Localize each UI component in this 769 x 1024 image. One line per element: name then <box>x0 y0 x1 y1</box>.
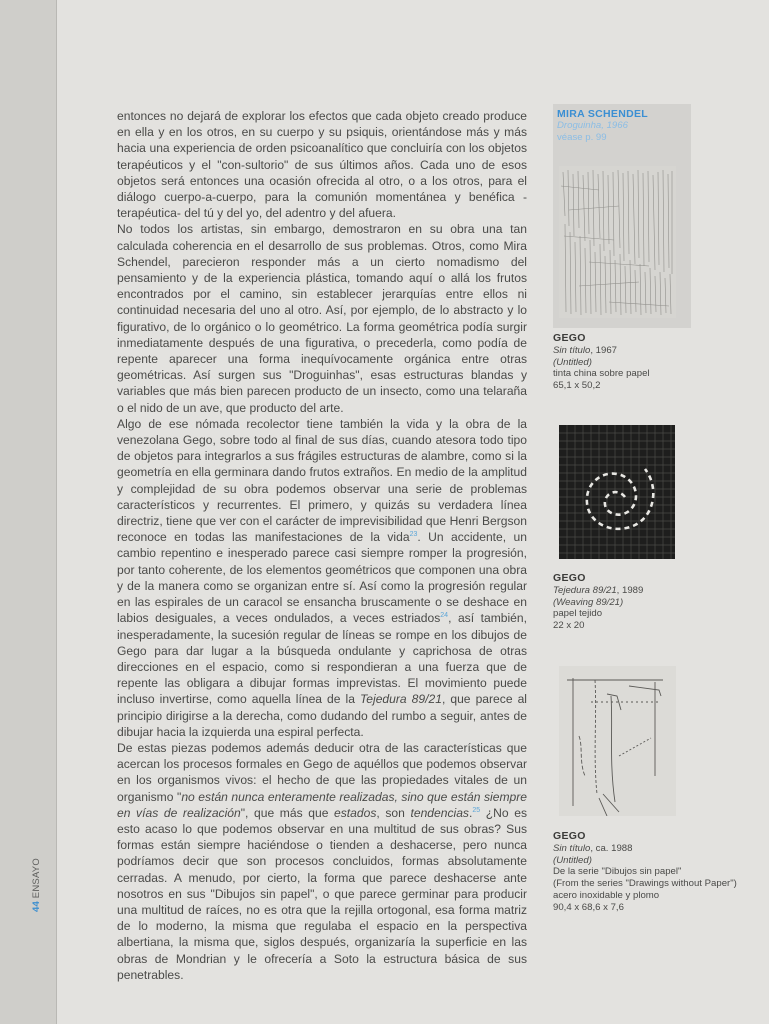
work-alt-title: (Weaving 89/21) <box>553 596 624 608</box>
woven-paper <box>559 425 675 559</box>
paragraph: No todos los artistas, sin embargo, demostraron en su obra una tan calculada coherencia en el desarrollo de sus problemas. Otros, como Mira Schendel, parecieron responder más a un cierto nomadismo del pensamiento y de la experiencia plástica, tomando aquí o allá los frutos encontrados por el camino, sin establecer jerarquías entre ellos ni continuidad necesaria del uno al otro. Así, por ejemplo, de lo abstracto y lo figurativo, de lo orgánico o lo geométrico. La forma geométrica podía surgir inmediatamente después de una figurativa, o precederla, como podía de repente aparecer una forma inequívocamente orgánica entre otras geométricas. Así surgen sus "Droguinhas", esas estructuras blandas y variables que más bien parecen producto de un insecto, como una telaraña o el nido de un ave, que producto del arte. <box>117 222 527 415</box>
caption-gego-tejedura <box>553 573 743 632</box>
caption-gego-1967 <box>553 333 743 392</box>
footnote-ref: 24 <box>440 612 449 620</box>
artist-name: GEGO <box>553 572 586 584</box>
work-title: Sin título <box>553 842 591 854</box>
work-dimensions: 90,4 x 68,6 x 7,6 <box>553 901 624 913</box>
work-alt-title: (Untitled) <box>553 854 592 866</box>
work-title: Droguinha, 1966 <box>557 120 628 131</box>
paragraph: entonces no dejará de explorar los efectos que cada objeto creado produce en ella y en los otros, en su cuerpo y su psiquis, orientándose más y más hacia una experiencia de orden psicoanalítico que concluiría con los objetos terapéuticos y el "con-sultorio" de sus últimos años. Cada uno de esos objetos será entonces una ocasión ofrecida al otro, o a los otros, para el diálogo cuerpo-a-cuerpo, para la comunión momentánea y benéfica -terapéutica- del tú y del yo, del adentro y del afuera. <box>117 109 527 221</box>
artwork-image-tejedura <box>559 425 675 559</box>
footnote-ref: 25 <box>472 806 481 814</box>
work-dimensions: 22 x 20 <box>553 620 585 632</box>
page-folio <box>31 858 42 912</box>
work-medium: papel tejido <box>553 608 603 620</box>
paragraph: De estas piezas podemos además deducir otra de las características que acercan los procesos formales en Gego de aquéllos que podemos observar en los organismos vivos: el hecho de que las propiedades vitales de un organismo "no están nunca enteramente realizadas, sino que están siempre en vías de realización", que más que estados, son tendencias.$^{25}$ ¿No es esto acaso lo que podemos observar en una multitud de sus obras? Sus formas están siempre haciéndose o tienden a deshacerse, pero nunca podríamos decir que son procesos concluidos, formas absolutamente cerradas. A menudo, por cierto, la forma que parece deshacerse ante nosotros en sus "Dibujos sin papel", o que parece germinar para producir una multitud de raíces, no es otra que la rejilla ortogonal, esa forma matriz de lo moderno, la misma que regulaba el espacio en la perspectiva albertiana, la misma que, siglos después, organizaría la superficie en las obras de Mondrian y le ofrecería a Soto la estructura básica de sus penetrables. <box>117 740 528 982</box>
work-date: , 1989 <box>616 584 644 596</box>
essay-body <box>117 108 527 983</box>
caption-gego-dibujo <box>553 831 743 914</box>
footnote-ref: 23 <box>409 531 418 539</box>
work-dimensions: 65,1 x 50,2 <box>553 380 601 392</box>
artist-name: GEGO <box>553 332 586 344</box>
book-spine <box>0 0 56 1024</box>
wire-drawing <box>559 666 676 816</box>
paragraph: Algo de ese nómada recolector tiene también la vida y la obra de la venezolana Gego, sobre todo al final de sus días, cuando atesora todo tipo de objetos para integrarlos a sus frágiles estructuras de alambre, como si la geometría en ella germinara dando frutos extraños. En medio de la amplitud y complejidad de su obra podemos observar una serie de problemas característicos y recurrentes. El primero, y quizás su verdadera línea directriz, tiene que ver con el carácter de imprevisibilidad que Henri Bergson reconoce en todas las manifestaciones de la vida$^{23}$. Un accidente, un cambio repentino e inesperado parece casi siempre romper la progresión, por tanto coherente, de los elementos geométricos que componen una obra y de la manera como se organizan entre sí. Así como la progresión regular en las espirales de un caracol se ensancha bruscamente o se deshace en labios desiguales, a veces ondulados, a veces estriados$^{24}$, así también, inesperadamente, la sucesión regular de líneas se rompe en los dibujos de Gego para dar lugar a la búsqueda ondulante y caprichosa de otras direcciones en el espacio, como si respondieran a una fuerza que de repente las obligara a dibujar formas imprevistas. El movimiento puede incluso invertirse, como aquella línea de la Tejedura 89/21, que parece al principio dirigirse a la derecha, como dudando del rumbo a seguir, antes de dibujar hacia la izquierda una espiral perfecta. <box>117 416 527 739</box>
section-label: ENSAYO <box>31 858 42 899</box>
work-date: , 1967 <box>590 344 618 356</box>
work-series-es: De la serie "Dibujos sin papel" <box>553 866 682 878</box>
work-medium: acero inoxidable y plomo <box>553 889 660 901</box>
work-alt-title: (Untitled) <box>553 356 592 368</box>
artwork-image-dibujo-sin-papel <box>559 666 676 816</box>
page-reference: véase p. 99 <box>557 132 607 143</box>
work-medium: tinta china sobre papel <box>553 368 650 380</box>
page-number: 44 <box>31 901 42 912</box>
work-title: Sin título <box>553 344 591 356</box>
artist-name: MIRA SCHENDEL <box>557 108 649 120</box>
work-date: , ca. 1988 <box>590 842 633 854</box>
schendel-caption <box>557 108 687 144</box>
work-series-en: (From the series "Drawings without Paper") <box>553 878 737 890</box>
artwork-image-gego-1967 <box>559 166 676 318</box>
ink-drawing <box>559 166 676 318</box>
artist-name: GEGO <box>553 830 586 842</box>
work-title: Tejedura 89/21 <box>553 584 617 596</box>
